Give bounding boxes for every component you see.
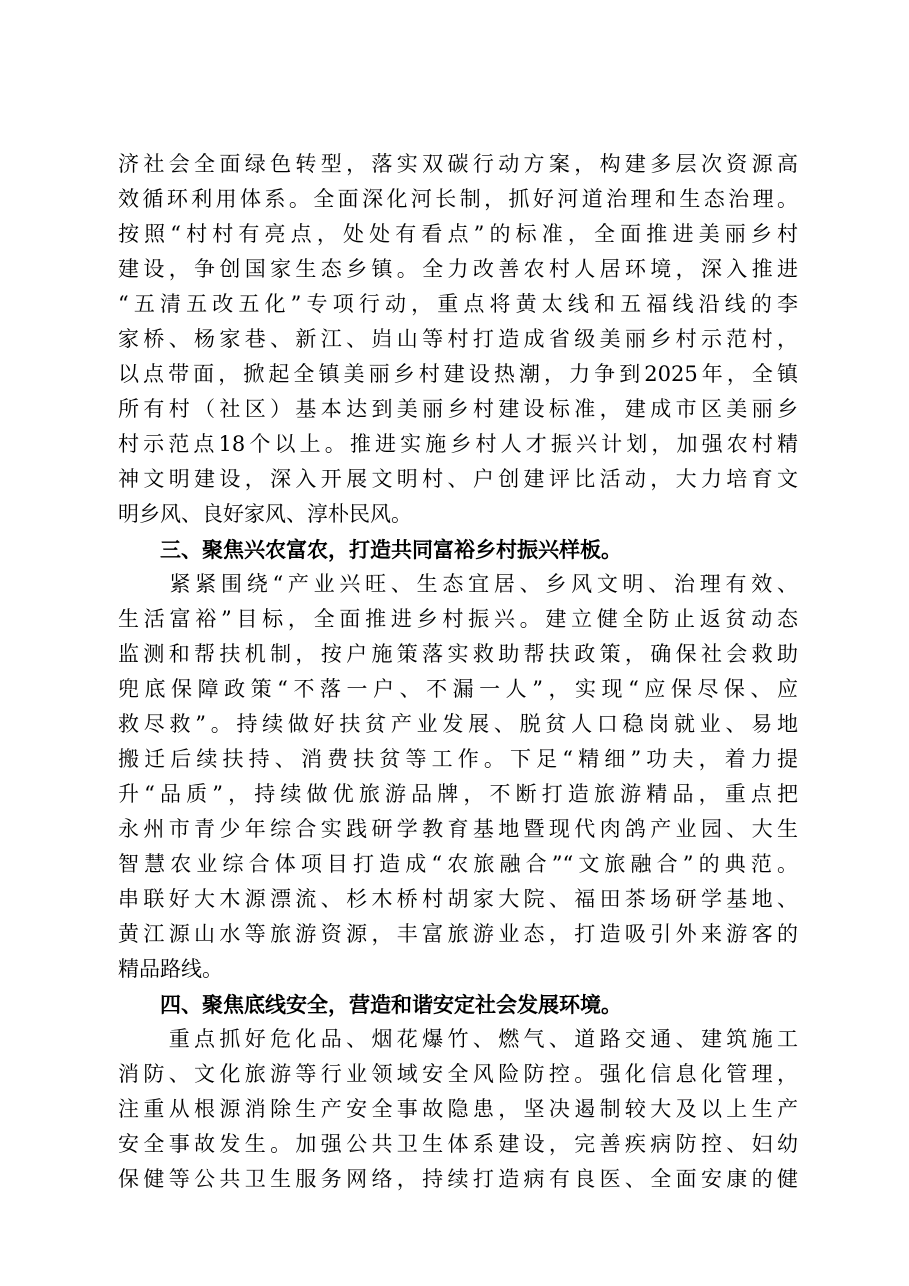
paragraph-line: 家桥、杨家巷、新江、岿山等村打造成省级美丽乡村示范村， bbox=[118, 327, 798, 351]
paragraph-line: 村示范点18个以上。推进实施乡村人才振兴计划，加强农村精 bbox=[118, 432, 798, 456]
paragraph-line: 按照“村村有亮点，处处有看点”的标准，全面推进美丽乡村 bbox=[118, 222, 798, 246]
section-heading: 四、聚焦底线安全，营造和谐安定社会发展环境。 bbox=[118, 992, 622, 1017]
paragraph-line: 黄江源山水等旅游资源，丰富旅游业态，打造吸引外来游客的 bbox=[118, 922, 798, 946]
paragraph-line: 神文明建设，深入开展文明村、户创建评比活动，大力培育文 bbox=[118, 467, 798, 491]
paragraph-line: 明乡风、良好家风、淳朴民风。 bbox=[118, 502, 412, 526]
paragraph-line: 保健等公共卫生服务网络，持续打造病有良医、全面安康的健 bbox=[118, 1167, 798, 1191]
paragraph-line: 串联好大木源漂流、杉木桥村胡家大院、福田茶场研学基地、 bbox=[118, 887, 798, 911]
paragraph-line: 生活富裕”目标，全面推进乡村振兴。建立健全防止返贫动态 bbox=[118, 607, 798, 631]
paragraph-line: 智慧农业综合体项目打造成“农旅融合”“文旅融合”的典范。 bbox=[118, 852, 798, 876]
paragraph-line: 注重从根源消除生产安全事故隐患，坚决遏制较大及以上生产 bbox=[118, 1097, 798, 1121]
paragraph-line: 安全事故发生。加强公共卫生体系建设，完善疾病防控、妇幼 bbox=[118, 1132, 798, 1156]
paragraph-line: 兜底保障政策“不落一户、不漏一人”，实现“应保尽保、应 bbox=[118, 677, 798, 701]
paragraph-line: 消防、文化旅游等行业领域安全风险防控。强化信息化管理， bbox=[118, 1062, 798, 1086]
paragraph-line: 监测和帮扶机制，按户施策落实救助帮扶政策，确保社会救助 bbox=[118, 642, 798, 666]
paragraph-line: 救尽救”。持续做好扶贫产业发展、脱贫人口稳岗就业、易地 bbox=[118, 712, 798, 736]
paragraph-line: 重点抓好危化品、烟花爆竹、燃气、道路交通、建筑施工 bbox=[118, 1027, 798, 1051]
section-heading: 三、聚焦兴农富农，打造共同富裕乡村振兴样板。 bbox=[118, 537, 622, 562]
paragraph-line: 紧紧围绕“产业兴旺、生态宜居、乡风文明、治理有效、 bbox=[118, 572, 798, 596]
paragraph-line: 搬迁后续扶持、消费扶贫等工作。下足“精细”功夫，着力提 bbox=[118, 747, 798, 771]
paragraph-line: 建设，争创国家生态乡镇。全力改善农村人居环境，深入推进 bbox=[118, 257, 798, 281]
paragraph-line: 所有村（社区）基本达到美丽乡村建设标准，建成市区美丽乡 bbox=[118, 397, 798, 421]
paragraph-line: 精品路线。 bbox=[118, 957, 223, 981]
document-body bbox=[118, 147, 798, 1197]
paragraph-line: 效循环利用体系。全面深化河长制，抓好河道治理和生态治理。 bbox=[118, 187, 798, 211]
paragraph-line: 升“品质”，持续做优旅游品牌，不断打造旅游精品，重点把 bbox=[118, 782, 798, 806]
paragraph-line: 以点带面，掀起全镇美丽乡村建设热潮，力争到2025年，全镇 bbox=[118, 362, 798, 386]
paragraph-line: “五清五改五化”专项行动，重点将黄太线和五福线沿线的李 bbox=[118, 292, 798, 316]
paragraph-line: 济社会全面绿色转型，落实双碳行动方案，构建多层次资源高 bbox=[118, 152, 798, 176]
paragraph-line: 永州市青少年综合实践研学教育基地暨现代肉鸽产业园、大生 bbox=[118, 817, 798, 841]
